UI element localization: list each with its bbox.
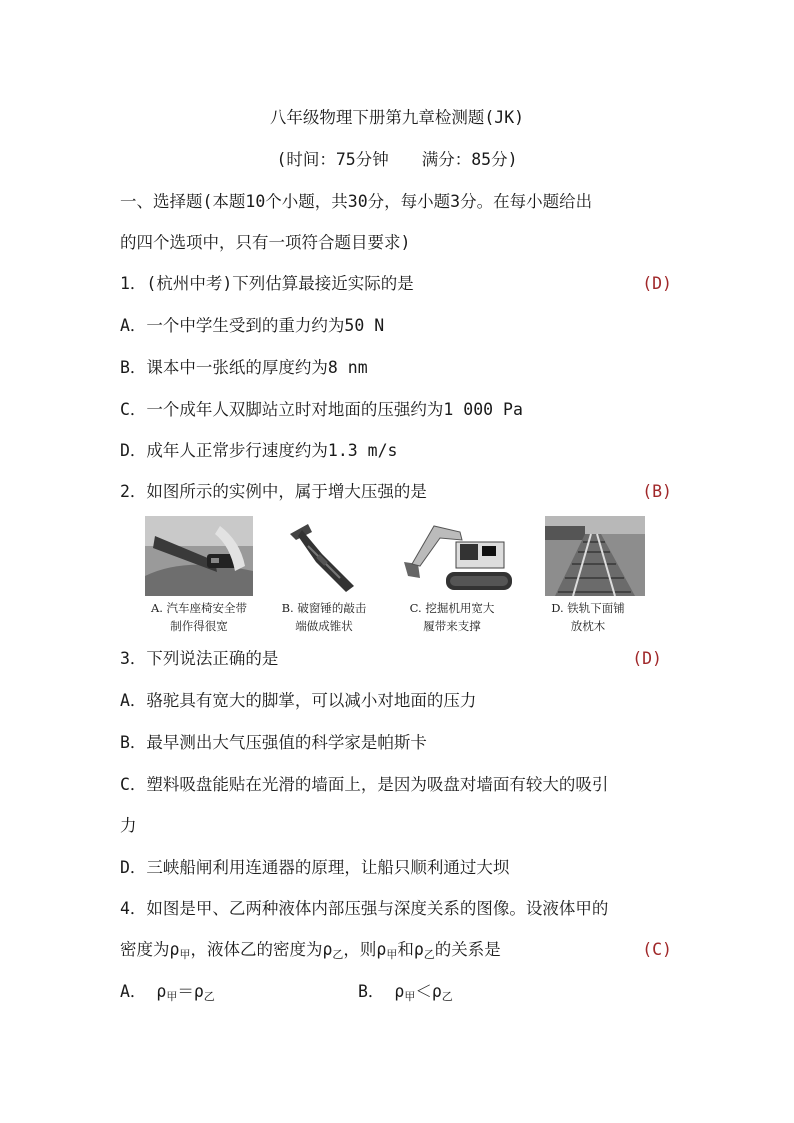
question-4-option-a (120, 982, 215, 1007)
q4-optb-sub-jia: 甲 (404, 990, 416, 1003)
figure-a-caption-line1: A. 汽车座椅安全带 (150, 601, 248, 615)
figure-c-caption-line2: 履带来支撑 (423, 619, 481, 633)
question-2-answer: (B) (642, 482, 672, 501)
figure-b-caption-line1: B. 破窗锤的敲击 (281, 601, 367, 615)
figure-a-caption (140, 599, 258, 635)
q4-sub-jia: 甲 (179, 948, 191, 961)
question-1-option-c: C．一个成年人双脚站立时对地面的压强约为1 000 Pa (120, 400, 523, 419)
q4-text-c: ，则ρ (343, 940, 387, 959)
q4-sub-yi-2: 乙 (423, 948, 435, 961)
question-3-option-a: A．骆驼具有宽大的脚掌，可以减小对地面的压力 (120, 691, 477, 710)
figure-b-caption (272, 599, 376, 635)
question-4-stem-line1: 4．如图是甲、乙两种液体内部压强与深度关系的图像。设液体甲的 (120, 899, 609, 918)
figure-c-excavator-photo (400, 516, 518, 596)
figure-a-caption-line2: 制作得很宽 (170, 619, 228, 633)
q4-sub-jia-2: 甲 (386, 948, 398, 961)
question-3-option-b: B．最早测出大气压强值的科学家是帕斯卡 (120, 733, 427, 752)
figure-b-hammer-photo (282, 516, 362, 596)
question-3-option-d: D．三峡船闸利用连通器的原理，让船只顺利通过大坝 (120, 858, 510, 877)
figure-d-caption (540, 599, 636, 635)
question-1-answer: (D) (642, 274, 672, 293)
q4-opta-b: ＝ρ (177, 982, 204, 1001)
question-3-option-c: C．塑料吸盘能贴在光滑的墙面上，是因为吸盘对墙面有较大的吸引 (120, 775, 609, 794)
figure-d-railway-photo (545, 516, 645, 596)
q4-optb-sub-yi: 乙 (441, 990, 453, 1003)
page-subtitle: (时间：75分钟 满分：85分) (276, 150, 518, 169)
q4-optb-a: B． ρ (358, 982, 405, 1001)
q4-text-b: ，液体乙的密度为ρ (190, 940, 333, 959)
q4-sub-yi: 乙 (332, 948, 344, 961)
question-1-stem: 1．(杭州中考)下列估算最接近实际的是 (120, 274, 414, 293)
section-heading-line1: 一、选择题(本题10个小题，共30分，每小题3分。在每小题给出 (120, 192, 593, 211)
figure-a-seatbelt-photo (145, 516, 253, 596)
figure-c-caption-line1: C. 挖掘机用宽大 (409, 601, 495, 615)
question-1-option-d: D．成年人正常步行速度约为1.3 m/s (120, 441, 398, 460)
question-1-option-b: B．课本中一张纸的厚度约为8 nm (120, 358, 368, 377)
question-3-option-c-cont: 力 (120, 816, 137, 835)
question-4-stem-line2 (120, 940, 501, 965)
q4-text-e: 的关系是 (434, 940, 501, 959)
question-3-stem: 3．下列说法正确的是 (120, 649, 279, 668)
question-4-answer: (C) (642, 940, 672, 959)
q4-optb-b: ＜ρ (415, 982, 442, 1001)
question-3-answer: (D) (632, 649, 662, 668)
question-4-option-b (358, 982, 453, 1007)
figure-d-caption-line2: 放枕木 (570, 619, 606, 633)
figure-c-caption (400, 599, 504, 635)
figure-b-caption-line2: 端做成锥状 (295, 619, 353, 633)
q4-text-d: 和ρ (397, 940, 424, 959)
question-2-stem: 2．如图所示的实例中，属于增大压强的是 (120, 482, 427, 501)
q4-opta-sub-yi: 乙 (203, 990, 215, 1003)
q4-opta-sub-jia: 甲 (166, 990, 178, 1003)
q4-text-a: 密度为ρ (120, 940, 180, 959)
q4-opta-a: A． ρ (120, 982, 167, 1001)
page-title: 八年级物理下册第九章检测题(JK) (269, 108, 525, 127)
section-heading-line2: 的四个选项中，只有一项符合题目要求) (120, 233, 411, 252)
question-1-option-a: A．一个中学生受到的重力约为50 N (120, 316, 385, 335)
figure-d-caption-line1: D. 铁轨下面铺 (551, 601, 625, 615)
